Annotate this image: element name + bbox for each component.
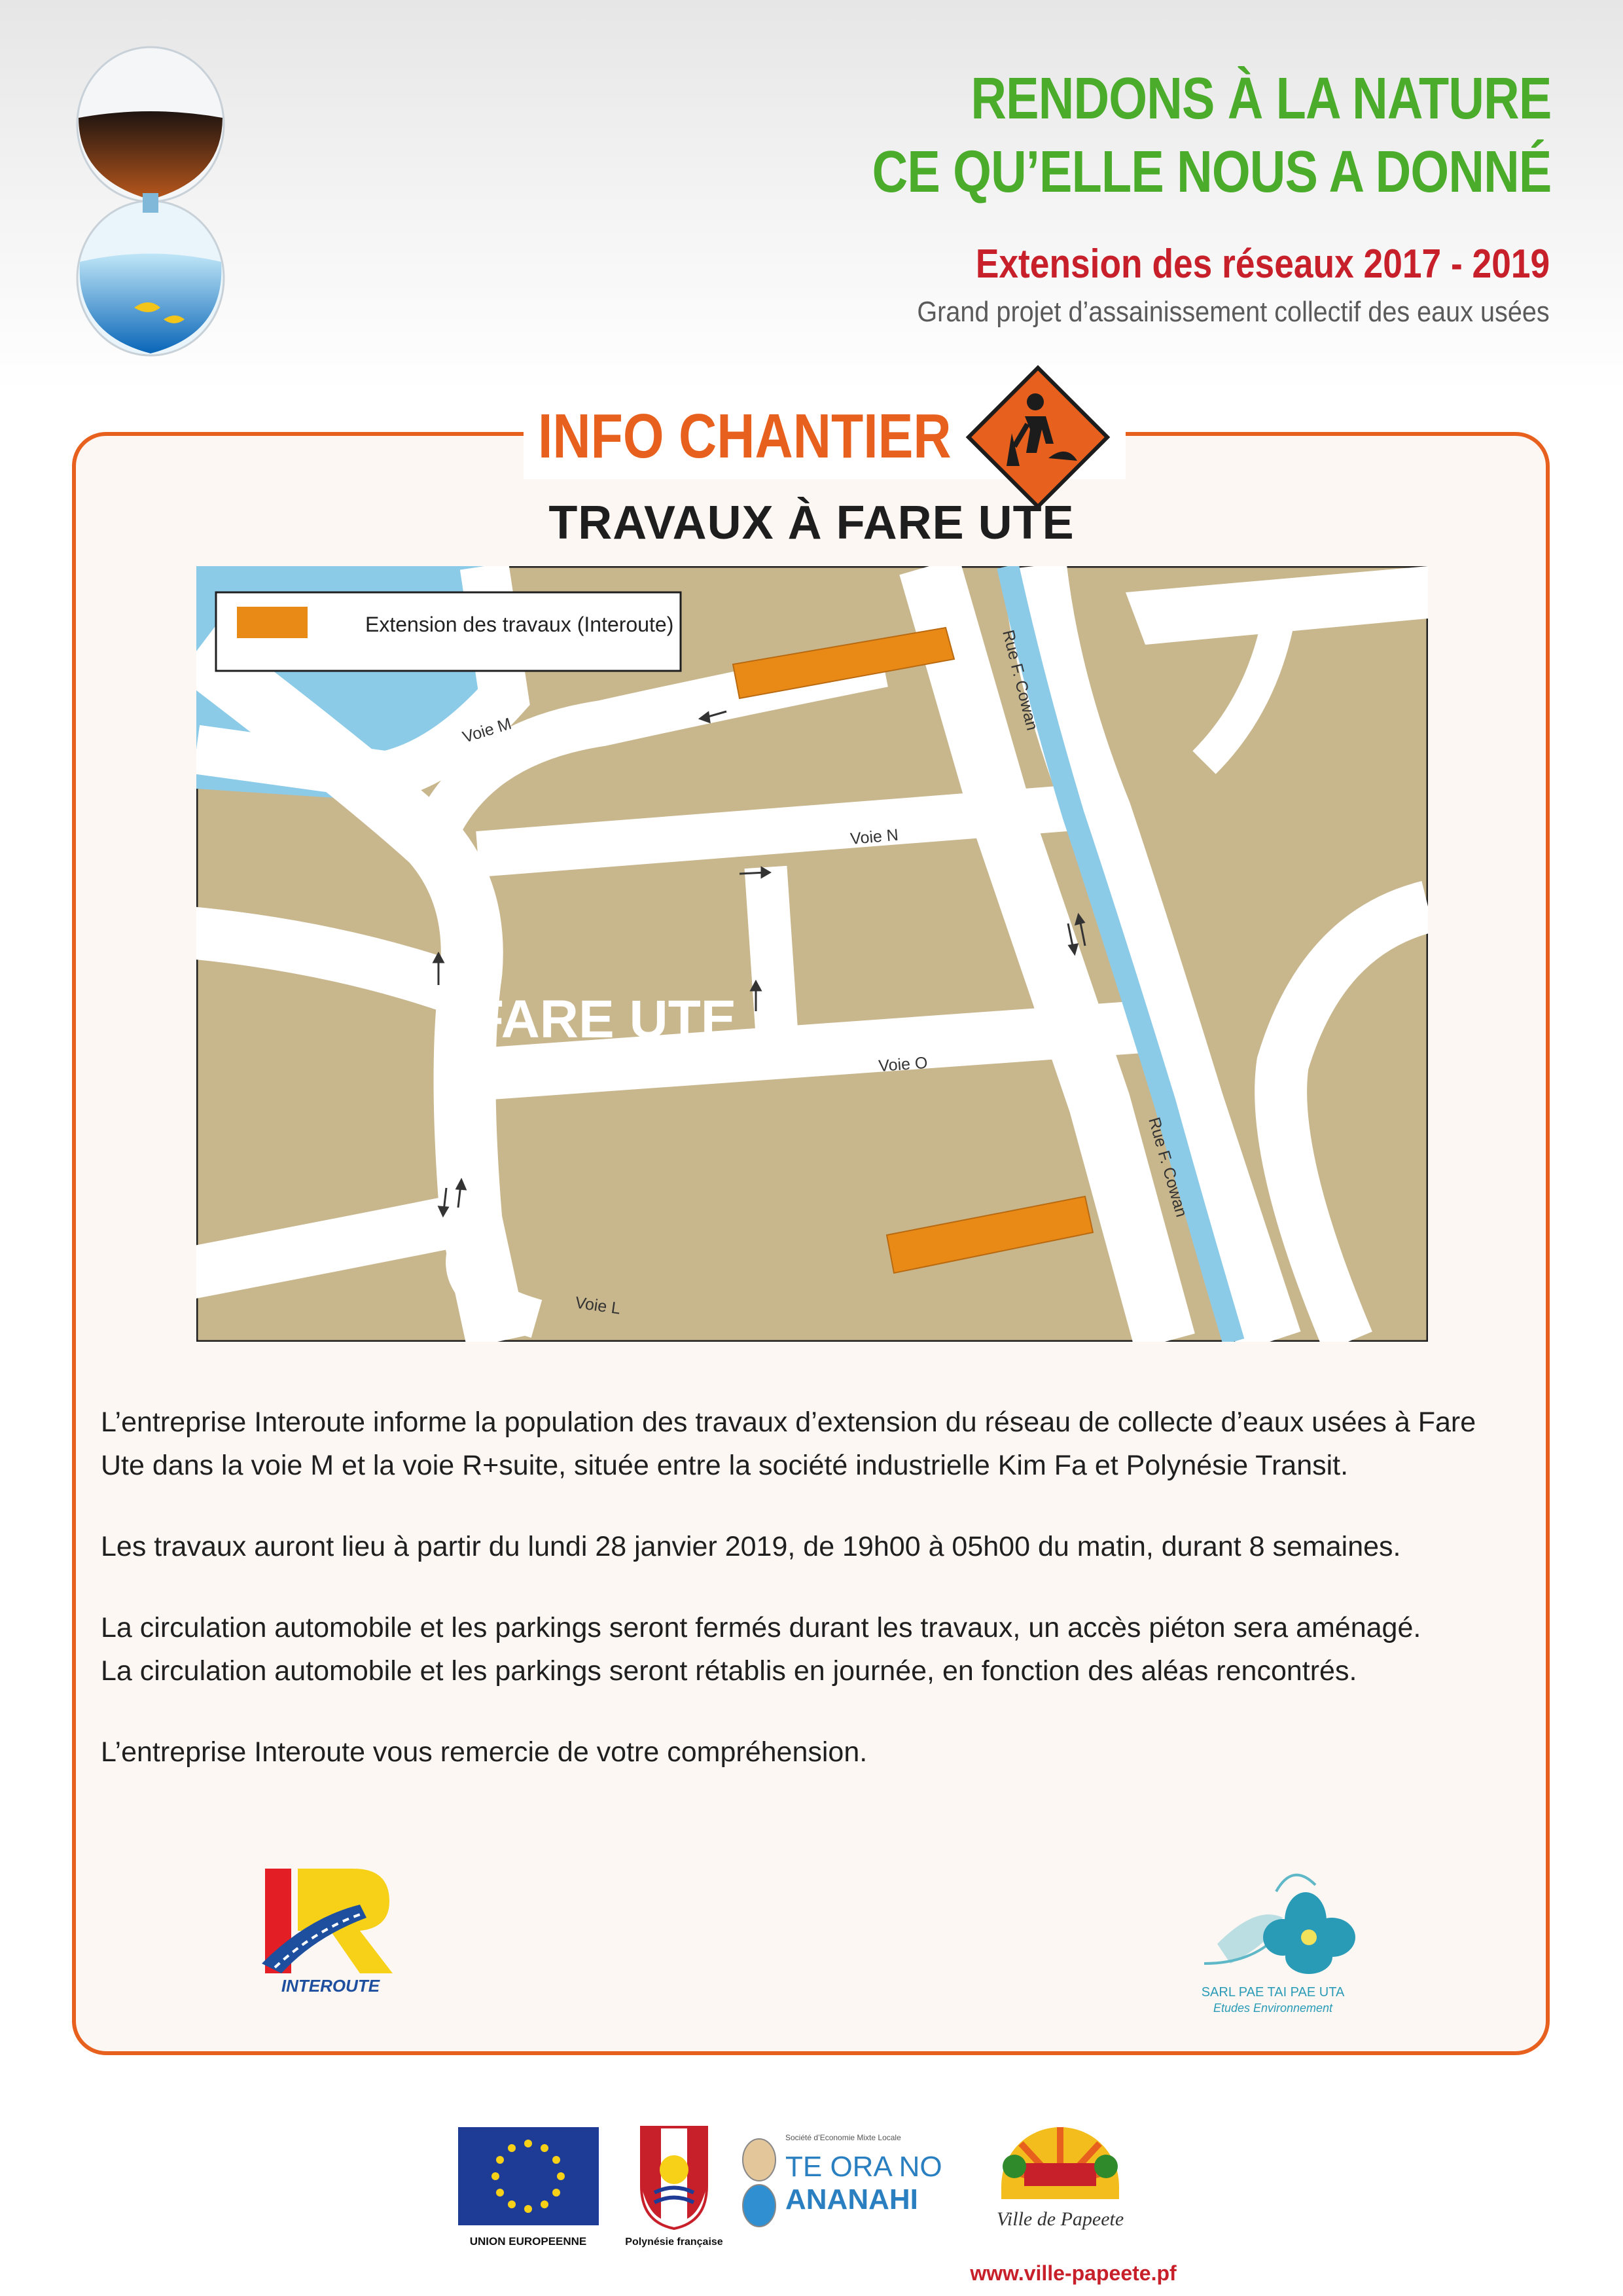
street-label-voie-n: Voie N [849, 825, 899, 848]
papeete-caption: Ville de Papeete [996, 2208, 1124, 2230]
pae-tai-pae-uta-logo [1178, 1865, 1368, 2016]
pae-tai-name: SARL PAE TAI PAE UTA [1201, 1985, 1345, 2000]
street-label-voie-l: Voie L [574, 1293, 622, 1318]
street-label-rue-cowan-north: Rue F. Cowan [999, 628, 1042, 732]
papeete-website-link[interactable]: www.ville-papeete.pf [970, 2261, 1177, 2285]
panel-heading: TRAVAUX À FARE UTE [548, 497, 1075, 549]
paragraph-traffic-restored: La circulation automobile et les parkings seront rétablis en journée, en fonction des aléas rencontrés. [101, 1655, 1357, 1687]
tagline: Grand projet d’assainissement collectif des eaux usées [917, 296, 1550, 328]
headline [872, 62, 1551, 209]
headline-line-2: CE QU’ELLE NOUS A DONNÉ [872, 139, 1551, 205]
works-map [196, 566, 1428, 1342]
teora-line-2: ANANAHI [785, 2183, 918, 2215]
street-label-voie-o: Voie O [878, 1053, 929, 1075]
headline-line-1: RENDONS À LA NATURE [970, 66, 1551, 132]
subtitle: Extension des réseaux 2017 - 2019 [975, 242, 1550, 287]
paragraph-schedule: Les travaux auront lieu à partir du lundi 28 janvier 2019, de 19h00 à 05h00 du matin, durant 8 semaines. [101, 1531, 1401, 1562]
road-works-sign-icon [962, 361, 1114, 513]
te-ora-no-ananahi-logo [743, 2139, 776, 2227]
pae-tai-subtitle: Etudes Environnement [1213, 2001, 1333, 2015]
polynesie-caption: Polynésie française [625, 2236, 723, 2248]
polynesie-francaise-logo [641, 2127, 707, 2229]
teora-line-1: TE ORA NO [785, 2151, 942, 2183]
ville-de-papeete-logo [1001, 2127, 1119, 2199]
interoute-wordmark: INTEROUTE [281, 1976, 380, 1996]
street-label-voie-m: Voie M [460, 714, 514, 747]
paragraph-traffic-closed: La circulation automobile et les parkings seront fermés durant les travaux, un accès piéton sera aménagé. [101, 1612, 1421, 1643]
paragraph-traffic [101, 1606, 1521, 1693]
partner-logos [458, 2114, 1211, 2271]
interoute-logo [262, 1865, 399, 1996]
hourglass-logo [65, 26, 236, 367]
teora-small-caption: Société d’Economie Mixte Locale [785, 2133, 901, 2142]
district-label: FARE UTE [471, 990, 737, 1049]
eu-caption: UNION EUROPEENNE [469, 2235, 587, 2248]
info-title: INFO CHANTIER [538, 401, 952, 471]
paragraph-intro: L’entreprise Interoute informe la population des travaux d’extension du réseau de collecte d’eaux usées à Fare Ute dans la voie M et la voie R+suite, située entre la société industrielle Kim Fa et Polynésie Transit. [101, 1407, 1476, 1481]
paragraph-thanks: L’entreprise Interoute vous remercie de votre compréhension. [101, 1736, 868, 1768]
map-legend-label: Extension des travaux (Interoute) [365, 613, 674, 636]
street-label-rue-cowan-south: Rue F. Cowan [1145, 1115, 1191, 1219]
body-text [101, 1401, 1521, 1812]
